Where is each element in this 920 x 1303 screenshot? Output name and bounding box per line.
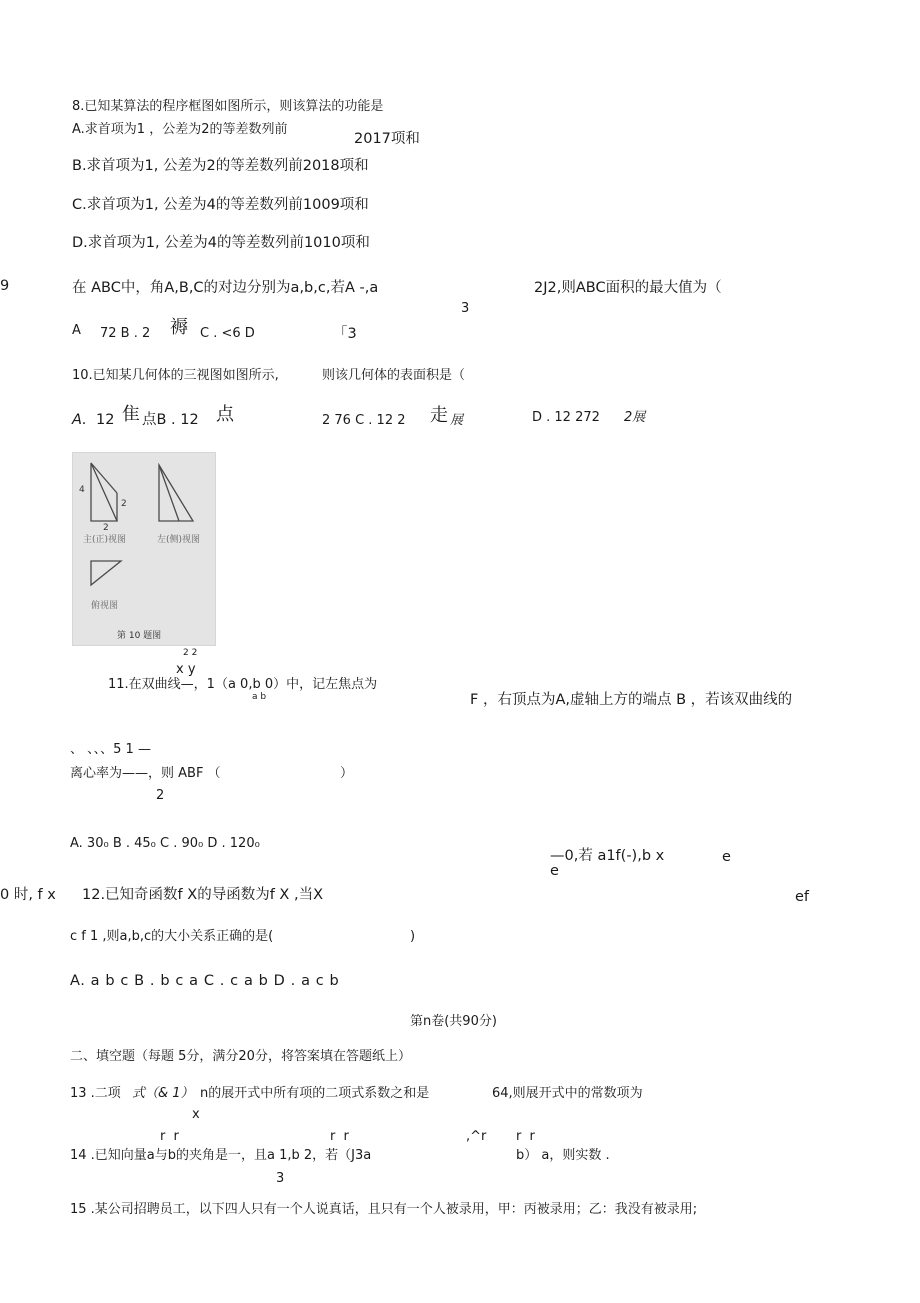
q14-stem: 14 .已知向量a与b的夹角是一，且a 1,b 2，若（J3a xyxy=(70,1148,372,1163)
q12-prefix: 0 时, f x xyxy=(0,887,56,903)
section-fill-in-heading: 二、填空题（每题 5分，满分20分，将答案填在答题纸上） xyxy=(70,1049,411,1064)
q15-stem: 15 .某公司招聘员工，以下四人只有一个人说真话，且只有一个人被录用，甲：丙被录用；乙：我没有被录用; xyxy=(70,1202,698,1217)
q10-option-b: 点B . 12 xyxy=(142,412,199,428)
q11-bracket-close: ） xyxy=(340,766,354,781)
q13-expression: 式（& 1） xyxy=(132,1086,194,1101)
q14-fraction-denominator: 3 xyxy=(276,1171,285,1186)
fig-caption-front-view: 主(正)视图 xyxy=(83,535,127,545)
fig-caption-top-view: 俯视图 xyxy=(91,601,119,611)
q8-option-d: D.求首项为1, 公差为4的等差数列前1010项和 xyxy=(72,235,370,251)
fig-label-2-bottom: 2 xyxy=(103,523,109,533)
q13-denominator-x: x xyxy=(192,1107,200,1122)
q8-option-a-tail: 2017项和 xyxy=(354,131,420,147)
q10-option-d: D . 12 272 xyxy=(532,410,600,425)
q13-stem-tail: 64,则展开式中的常数项为 xyxy=(492,1086,643,1101)
q10-option-a-glyph: 隹 xyxy=(122,404,140,425)
three-view-figure xyxy=(72,452,216,646)
fig-caption-side-view: 左(侧)视图 xyxy=(157,535,201,545)
q9-fraction-denominator: 3 xyxy=(461,301,470,316)
q8-option-c: C.求首项为1, 公差为4的等差数列前1009项和 xyxy=(72,197,369,213)
fig-label-4: 4 xyxy=(79,485,85,495)
q13-number: 13 .二项 xyxy=(70,1086,121,1101)
q12-bracket-close: ) xyxy=(410,929,416,944)
q9-stem-tail: 2J2,则ABC面积的最大值为（ xyxy=(534,280,722,296)
q12-condition-e: e xyxy=(722,849,731,865)
q11-fraction-bottom: 2 xyxy=(156,788,165,803)
q11-numerators: x y xyxy=(176,662,196,677)
q10-option-c-tail: 展 xyxy=(450,413,464,428)
q10-option-c: 2 76 C . 12 2 xyxy=(322,413,406,428)
q10-option-a-value: 12 xyxy=(96,412,115,428)
q9-number: 9 xyxy=(0,278,10,294)
q10-option-b-glyph: 点 xyxy=(216,404,234,425)
q9-option-a: A xyxy=(72,323,81,338)
q9-option-d: 「3 xyxy=(333,326,357,342)
fig-label-2-side: 2 xyxy=(121,499,127,509)
q14-stem-tail: b） a，则实数 . xyxy=(516,1148,610,1163)
q11-denominators: a b xyxy=(252,692,267,702)
q12-ef: ef xyxy=(795,889,810,905)
q11-fraction-top: 、 、、、5 1 — xyxy=(70,742,151,757)
q14-vector-arrows-1: r r xyxy=(160,1129,181,1144)
q10-option-c-glyph: 走 xyxy=(430,405,448,426)
q10-option-d-tail: 2展 xyxy=(624,410,646,425)
q9-stem: 在 ABC中，角A,B,C的对边分别为a,b,c,若A -,a xyxy=(72,280,379,296)
q9-option-b: 72 B . 2 xyxy=(100,326,151,341)
q11-superscripts: 2 2 xyxy=(183,648,198,658)
part-two-heading: 第n卷(共90分) xyxy=(410,1014,497,1029)
q8-stem: 8.已知某算法的程序框图如图所示，则该算法的功能是 xyxy=(72,99,384,114)
q14-vector-arrows-3: ,^r xyxy=(466,1129,487,1144)
three-view-drawing xyxy=(73,453,215,645)
q11-stem-tail: F ，右顶点为A,虚轴上方的端点 B ，若该双曲线的 xyxy=(470,692,793,708)
q12-stem: 12.已知奇函数f X的导函数为f X ,当X xyxy=(82,887,324,903)
q12-question: c f 1 ,则a,b,c的大小关系正确的是( xyxy=(70,929,274,944)
q9-option-glyph: 褥 xyxy=(170,317,188,338)
q10-option-a-label: A. xyxy=(72,412,87,428)
q11-eccentricity: 离心率为——，则 ABF （ xyxy=(70,766,221,781)
q12-condition-e-lower: e xyxy=(550,863,559,879)
q13-stem: n的展开式中所有项的二项式系数之和是 xyxy=(200,1086,430,1101)
q11-options: A. 30₀ B . 45₀ C . 90₀ D . 120₀ xyxy=(70,836,260,851)
q10-stem-tail: 则该几何体的表面积是（ xyxy=(322,368,466,383)
q14-vector-arrows-2: r r xyxy=(330,1129,351,1144)
q14-vector-arrows-4: r r xyxy=(516,1129,537,1144)
fig-caption: 第 10 题图 xyxy=(117,631,162,641)
q8-option-a: A.求首项为1 ，公差为2的等差数列前 xyxy=(72,122,288,137)
q10-stem: 10.已知某几何体的三视图如图所示, xyxy=(72,368,279,383)
q11-stem: 11.在双曲线—，1（a 0,b 0）中，记左焦点为 xyxy=(108,677,378,692)
q12-options: A. a b c B . b c a C . c a b D . a c b xyxy=(70,973,340,989)
q12-condition: —0,若 a1f(-),b x xyxy=(550,848,665,864)
q9-option-c: C . <6 D xyxy=(200,326,255,341)
q8-option-b: B.求首项为1, 公差为2的等差数列前2018项和 xyxy=(72,158,369,174)
